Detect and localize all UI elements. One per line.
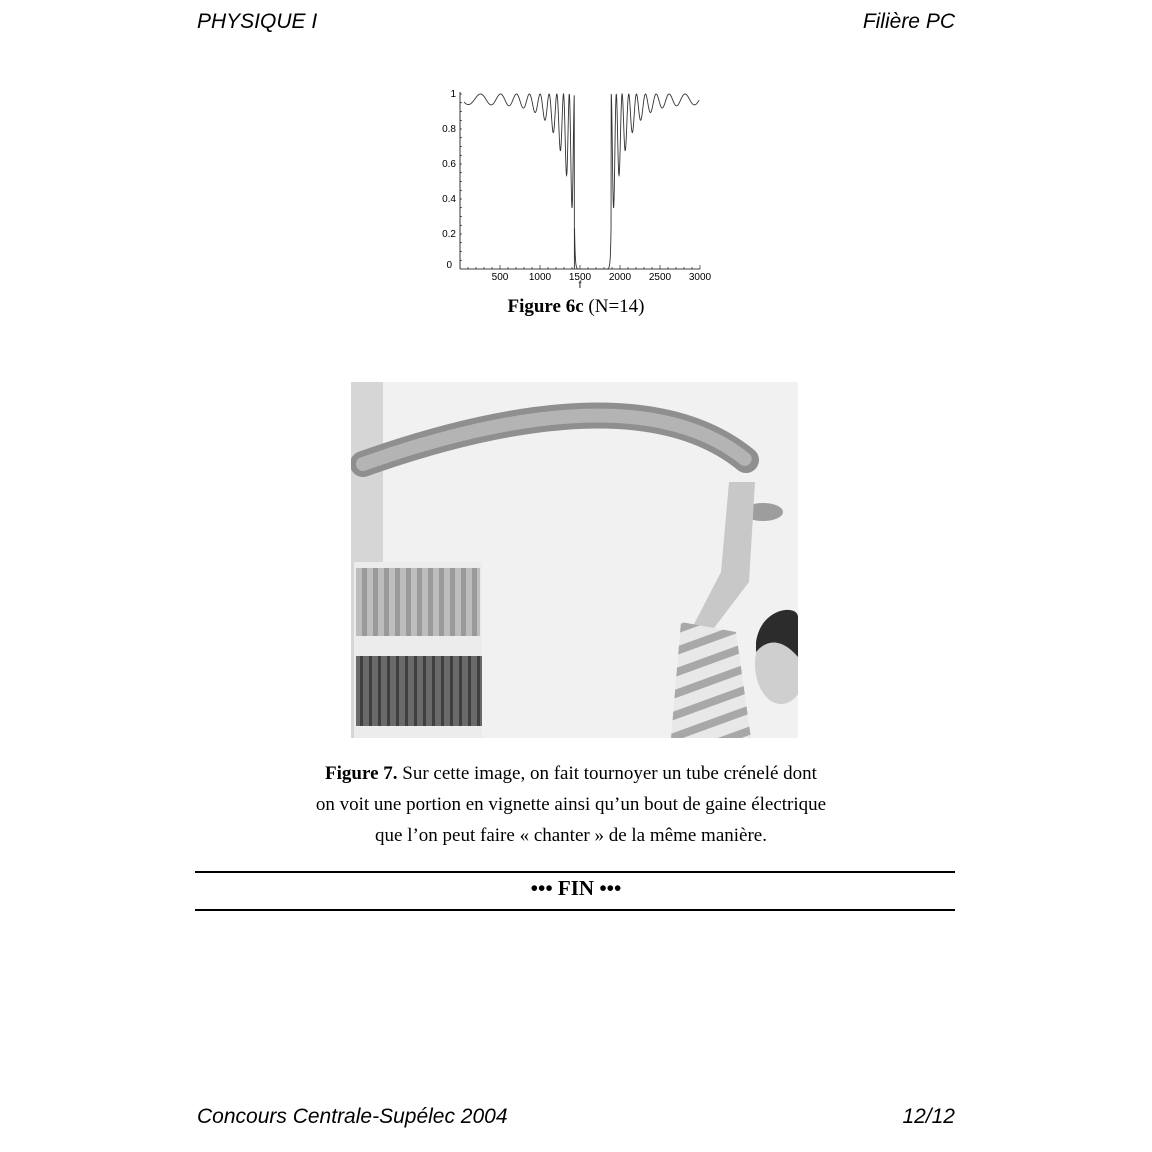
x-axis-label: f bbox=[578, 280, 582, 291]
y-tick-label: 0.2 bbox=[442, 229, 456, 240]
y-tick-label: 0.8 bbox=[442, 124, 456, 135]
figure-7-line-1 bbox=[260, 758, 882, 789]
figure-7-photo bbox=[351, 382, 798, 738]
figure-6c-detail: (N=14) bbox=[588, 296, 645, 317]
end-rule-top bbox=[195, 871, 955, 873]
footer-right: 12/12 bbox=[902, 1105, 955, 1128]
x-tick-label: 2500 bbox=[648, 272, 672, 283]
x-tick-label: 2000 bbox=[608, 272, 632, 283]
figure-7-caption bbox=[260, 758, 882, 851]
y-tick-label: 0.6 bbox=[442, 159, 456, 170]
chart-axes bbox=[460, 92, 700, 269]
header-right: Filière PC bbox=[862, 10, 955, 33]
chart-ticks bbox=[442, 89, 711, 283]
figure-7-label: Figure 7. bbox=[325, 763, 398, 784]
end-marker: ••• FIN ••• bbox=[530, 876, 622, 900]
x-tick-label: 3000 bbox=[688, 272, 712, 283]
figure-7-line-2: on voit une portion en vignette ainsi qu’un bout de gaine électrique bbox=[315, 794, 827, 815]
figure-6c-caption bbox=[0, 296, 1152, 318]
header-left: PHYSIQUE I bbox=[197, 10, 318, 33]
y-tick-label: 1 bbox=[450, 89, 456, 100]
end-rule-bottom bbox=[195, 909, 955, 911]
figure-6c-chart bbox=[420, 84, 720, 294]
transmission-curve bbox=[464, 94, 699, 269]
figure-6c-label: Figure 6c bbox=[507, 296, 584, 317]
origin-label: 0 bbox=[446, 260, 452, 271]
x-tick-label: 1000 bbox=[528, 272, 552, 283]
footer-left: Concours Centrale-Supélec 2004 bbox=[197, 1105, 508, 1128]
x-tick-label: 500 bbox=[491, 272, 509, 283]
figure-7-text-1: Sur cette image, on fait tournoyer un tube crénelé dont bbox=[402, 763, 817, 784]
x-tick-label: 1500 bbox=[568, 272, 592, 283]
y-tick-label: 0.4 bbox=[442, 194, 456, 205]
figure-7-line-3: que l’on peut faire « chanter » de la même manière. bbox=[375, 825, 767, 846]
